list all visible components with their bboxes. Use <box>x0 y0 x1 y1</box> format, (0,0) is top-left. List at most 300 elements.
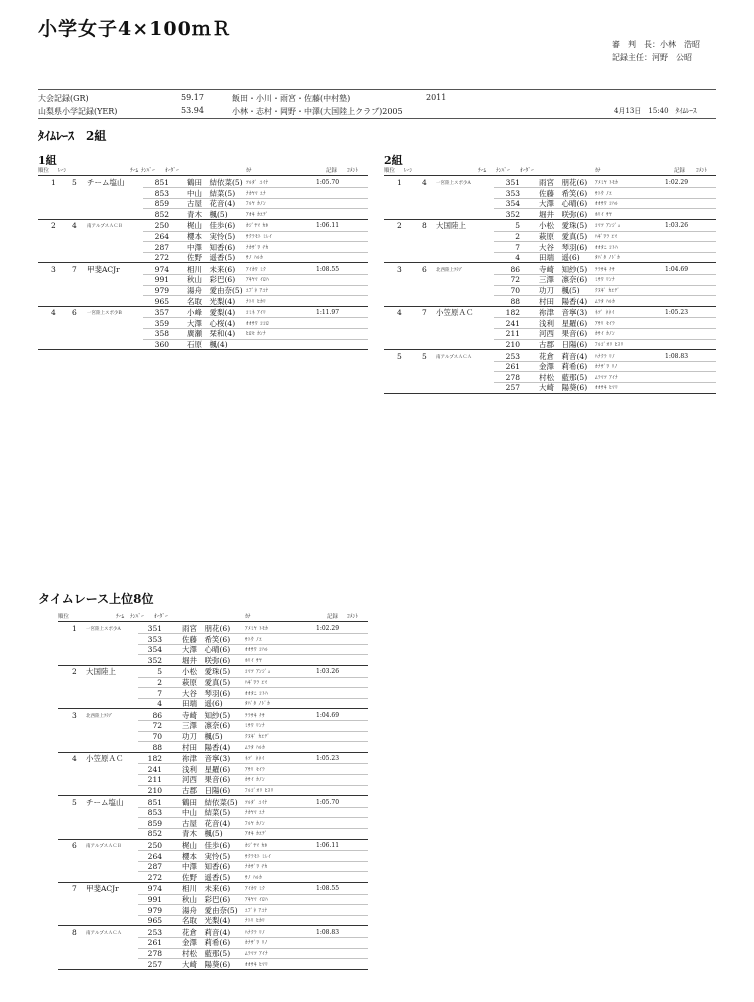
team-rule <box>58 969 368 970</box>
athlete-name: 小松 愛珠(5) <box>182 667 231 677</box>
number-cell: 72 <box>510 275 520 285</box>
record-cell: 1:05.23 <box>316 755 340 763</box>
number-cell: 264 <box>147 851 162 861</box>
rank-header: 順位 <box>384 168 396 174</box>
number-cell: 974 <box>147 884 162 894</box>
athlete-name: 三澤 凛奈(6) <box>182 721 231 731</box>
gr-label: 大会記録(GR) <box>38 94 89 103</box>
athlete-kana: ｵｵﾀﾆ ｺﾄﾊ <box>245 690 269 697</box>
athlete-kana: ﾂﾙﾀﾞ ﾕｲﾅ <box>246 180 269 186</box>
team-cell: 北西陸上ｸﾗﾌﾞ <box>436 267 463 273</box>
athlete-name: 中山 結菜(5) <box>182 808 231 818</box>
athlete-kana: ｵｵｻﾜ ｺﾊﾙ <box>245 647 269 654</box>
number-cell: 991 <box>147 895 162 904</box>
rank-cell: 4 <box>72 754 77 764</box>
athlete-kana: ﾊｷﾞﾜﾗ ｴﾏ <box>595 234 618 240</box>
lane-cell: 6 <box>422 264 427 274</box>
athlete-name: 相川 未来(6) <box>187 264 236 274</box>
athlete-name: 萩原 愛真(5) <box>539 232 588 241</box>
group-title: 1組 <box>38 154 57 167</box>
athlete-kana: ｱｻﾘ ｾｲﾗ <box>595 320 616 327</box>
number-header: ﾅﾝﾊﾞｰ <box>496 168 510 174</box>
athlete-kana: ﾅｶｻﾞﾜ ﾁｶ <box>246 244 269 251</box>
athlete-kana: ﾈﾂﾞ ﾈﾈｲ <box>595 310 615 317</box>
number-cell: 851 <box>154 178 169 187</box>
number-cell: 88 <box>510 296 520 306</box>
number-cell: 241 <box>147 764 162 774</box>
number-cell: 2 <box>157 678 162 687</box>
record-cell: 1:08.55 <box>316 885 340 893</box>
athlete-kana: ﾈﾂﾞ ﾈﾈｲ <box>245 756 265 763</box>
athlete-kana: ｱｷﾔﾏ ｲﾛﾊ <box>246 277 270 284</box>
athlete-kana: ｱﾒﾐﾔ ﾄﾓｶ <box>245 626 269 632</box>
number-cell: 211 <box>147 775 162 785</box>
team-cell: 北西陸上ｸﾗﾌﾞ <box>86 713 113 719</box>
number-cell: 853 <box>147 808 162 818</box>
number-cell: 979 <box>154 286 169 295</box>
number-cell: 358 <box>154 329 169 339</box>
athlete-kana: ｶｼﾞﾔﾏ ｶﾎ <box>245 843 268 849</box>
athlete-kana: ｱｵｷ ｶｴﾃﾞ <box>246 211 269 218</box>
number-cell: 278 <box>505 372 520 382</box>
referee-name: 審 判 長：小林 浩昭 <box>612 40 700 49</box>
rank-header: 順位 <box>38 168 50 174</box>
number-header: ﾅﾝﾊﾞｰ <box>130 614 144 620</box>
team-cell: 南アルプスＡＣＡ <box>86 930 122 936</box>
athlete-kana: ｻｸﾗﾓﾄ ﾐﾚｲ <box>246 234 273 240</box>
section-title: ﾀｲﾑﾚｰｽ 2組 <box>38 129 107 143</box>
top8-table <box>58 612 368 982</box>
athlete-kana: ﾅｶｻﾞﾜ ﾁｶ <box>245 864 268 871</box>
number-cell: 253 <box>147 927 162 937</box>
number-cell: 211 <box>505 329 520 339</box>
rank-cell: 2 <box>72 667 77 677</box>
athlete-kana: ﾊﾅｸﾗ ﾘﾉ <box>595 353 616 360</box>
record-cell: 1:06.11 <box>316 842 340 849</box>
athlete-kana: ﾀﾊﾞﾀ ﾉﾄﾞｶ <box>595 255 621 262</box>
athlete-kana: ｶｻｲ ｶﾉﾝ <box>245 777 266 784</box>
record-cell: 1:08.55 <box>316 265 340 273</box>
athlete-name: 村松 藍那(5) <box>539 372 588 382</box>
team-cell: 大国陸上 <box>86 667 116 677</box>
athlete-kana: ﾅﾄﾘ ﾋｶﾘ <box>246 298 267 305</box>
number-cell: 979 <box>147 905 162 915</box>
athlete-name: 櫻本 実怜(5) <box>182 851 231 861</box>
number-cell: 353 <box>505 188 520 198</box>
athlete-kana: ｵｵｻﾜ ｺﾊﾙ <box>595 201 619 208</box>
record-cell: 1:05.70 <box>316 798 340 806</box>
number-cell: 182 <box>147 754 162 764</box>
lane-cell: 4 <box>72 221 77 231</box>
athlete-name: 鶴田 結依菜(5) <box>187 178 243 187</box>
athlete-kana: ｱﾒﾐﾔ ﾄﾓｶ <box>595 180 619 186</box>
number-cell: 5 <box>515 221 520 231</box>
athlete-kana: ｵｵｻｷ ﾋﾏﾘ <box>245 961 269 968</box>
lane-cell: 6 <box>72 308 77 318</box>
athlete-name: 中澤 知香(6) <box>182 862 231 872</box>
number-cell: 354 <box>147 645 162 655</box>
athlete-kana: ｺﾐﾈ ｱｲﾘ <box>246 310 267 317</box>
lane-header: ﾚｰﾝ <box>58 168 67 174</box>
athlete-name: 浅利 星羅(6) <box>539 318 588 328</box>
athlete-kana: ｻｸﾗﾓﾄ ﾐﾚｲ <box>245 853 272 860</box>
athlete-name: 梶山 佳歩(6) <box>187 221 236 231</box>
athlete-name: 古郡 日陽(6) <box>182 786 231 795</box>
lane-cell: 7 <box>72 264 77 274</box>
number-cell: 88 <box>152 742 162 752</box>
team-cell: 甲斐ACJr <box>86 884 119 894</box>
team-cell: 小笠原ＡＣ <box>86 754 124 764</box>
athlete-name: 村田 陽香(4) <box>539 296 588 306</box>
athlete-name: 田端 遥(6) <box>539 253 580 263</box>
athlete-name: 金澤 莉希(6) <box>539 362 588 372</box>
order-header: ｵｰﾀﾞｰ <box>154 614 168 620</box>
athlete-name: 秋山 彩巴(6) <box>187 275 236 285</box>
rank-cell: 3 <box>72 710 77 720</box>
comment-header: ｺﾒﾝﾄ <box>347 168 359 174</box>
number-cell: 261 <box>505 362 520 372</box>
athlete-kana: ﾐｻﾜ ﾘﾝﾅ <box>245 723 266 730</box>
athlete-name: 名取 光梨(4) <box>187 296 236 306</box>
number-cell: 7 <box>515 242 520 252</box>
athlete-kana: ｸﾇｷﾞ ｶｴﾃﾞ <box>595 288 621 294</box>
athlete-name: 青木 楓(5) <box>187 209 228 219</box>
athlete-kana: ﾎﾘｲ ｻﾔ <box>595 211 613 218</box>
number-cell: 86 <box>152 710 162 720</box>
comment-header: ｺﾒﾝﾄ <box>347 614 359 620</box>
athlete-kana: ｱｷﾔﾏ ｲﾛﾊ <box>245 897 269 903</box>
athlete-name: 大崎 陽葵(6) <box>539 383 588 393</box>
team-header: ﾁｰﾑ <box>116 614 125 620</box>
number-cell: 253 <box>505 351 520 361</box>
record-cell: 1:08.83 <box>316 928 340 936</box>
team-cell: 南アルプスＡＣＢ <box>87 224 123 230</box>
number-cell: 852 <box>147 829 162 839</box>
athlete-kana: ﾕﾌﾞﾈ ｱﾕﾅ <box>246 288 269 294</box>
group-title: 2組 <box>384 154 403 167</box>
athlete-name: 村松 藍那(5) <box>182 949 231 958</box>
athlete-kana: ﾀﾊﾞﾀ ﾉﾄﾞｶ <box>245 701 271 708</box>
athlete-kana: ｶｼﾞﾔﾏ ｶﾎ <box>246 223 269 230</box>
athlete-name: 佐野 遥香(5) <box>182 872 231 882</box>
number-cell: 7 <box>157 688 162 698</box>
gr-year: 2011 <box>426 93 447 102</box>
athlete-kana: ｺﾏﾂ ｱﾝｼﾞｭ <box>245 669 271 676</box>
athlete-name: 堀井 咲弥(6) <box>539 209 588 219</box>
records-bottom-rule <box>38 118 716 119</box>
number-cell: 261 <box>147 938 162 948</box>
athlete-name: 佐野 遥香(5) <box>187 253 236 263</box>
rank-cell: 7 <box>72 884 77 894</box>
athlete-kana: ｵｵｻﾜ ｺｺﾛ <box>246 320 270 327</box>
number-cell: 241 <box>505 318 520 328</box>
athlete-kana: ﾑﾗﾀ ﾊﾙｶ <box>245 744 266 751</box>
athlete-name: 功刀 楓(5) <box>539 286 580 295</box>
number-cell: 278 <box>147 949 162 958</box>
number-cell: 359 <box>154 318 169 328</box>
athlete-kana: ﾎﾘｲ ｻﾔ <box>245 657 263 664</box>
number-cell: 182 <box>505 308 520 318</box>
record-cell: 1:11.97 <box>316 309 340 317</box>
team-cell: 一宮陸上スポ少A <box>86 627 121 632</box>
athlete-name: 中澤 知香(6) <box>187 242 236 252</box>
athlete-name: 石原 楓(4) <box>187 340 228 349</box>
athlete-name: 大澤 心桜(4) <box>187 318 236 328</box>
athlete-kana: ﾋﾛｾ ｶﾝﾅ <box>246 331 267 338</box>
record-cell: 1:05.23 <box>665 309 689 317</box>
yer-holders: 小林・志村・岡野・中澤(大国陸上クラブ)2005 <box>232 107 403 116</box>
record-cell: 1:04.69 <box>665 265 689 273</box>
number-cell: 264 <box>154 232 169 241</box>
athlete-name: 大澤 心晴(6) <box>539 199 588 209</box>
athlete-kana: ﾕﾌﾞﾈ ｱﾕﾅ <box>245 907 268 914</box>
team-cell: 南アルプスＡＣＢ <box>86 844 122 849</box>
rank-cell: 5 <box>72 797 77 807</box>
athlete-kana: ｵｵｻｷ ﾋﾏﾘ <box>595 385 619 392</box>
record-cell: 1:04.69 <box>316 711 340 719</box>
number-cell: 4 <box>157 699 162 709</box>
team-cell: 南アルプスＡＣＡ <box>436 354 472 360</box>
number-cell: 5 <box>157 667 162 677</box>
athlete-kana: ｱｻﾘ ｾｲﾗ <box>245 766 266 773</box>
athlete-name: 堀井 咲弥(6) <box>182 655 231 665</box>
athlete-name: 秋山 彩巴(6) <box>182 895 231 904</box>
yer-time: 53.94 <box>181 106 204 115</box>
team-cell: 甲斐ACJr <box>87 264 120 274</box>
athlete-kana: ﾐｻﾜ ﾘﾝﾅ <box>595 277 616 284</box>
athlete-name: 廣瀬 栞和(4) <box>187 329 236 339</box>
athlete-kana: ﾑﾗﾏﾂ ｱｲﾅ <box>245 951 269 957</box>
rank-cell: 4 <box>51 308 56 318</box>
athlete-name: 寺崎 知紗(5) <box>539 264 588 274</box>
number-cell: 991 <box>154 275 169 285</box>
athlete-name: 古郡 日陽(6) <box>539 340 588 349</box>
number-cell: 853 <box>154 188 169 198</box>
athlete-name: 金澤 莉希(6) <box>182 938 231 948</box>
team-cell: 大国陸上 <box>436 221 466 231</box>
number-cell: 360 <box>154 340 169 349</box>
record-cell: 1:08.83 <box>665 352 689 360</box>
lane-header: ﾚｰﾝ <box>404 168 413 174</box>
yer-label: 山梨県小学記録(YER) <box>38 107 118 116</box>
number-cell: 210 <box>505 340 520 349</box>
number-cell: 287 <box>147 862 162 872</box>
number-cell: 70 <box>152 732 162 741</box>
athlete-kana: ﾊﾅｸﾗ ﾘﾉ <box>245 929 266 936</box>
athlete-name: 梶山 佳歩(6) <box>182 841 231 850</box>
athlete-name: 湯舟 愛由奈(5) <box>187 286 243 295</box>
rank-cell: 3 <box>51 264 56 274</box>
race-datetime: 4月13日 15:40 ﾀｲﾑﾚｰｽ <box>614 107 697 115</box>
athlete-name: 功刀 楓(5) <box>182 732 223 741</box>
athlete-name: 田端 遥(6) <box>182 699 223 709</box>
athlete-kana: ｱｲｶﾜ ﾐｸ <box>245 886 266 893</box>
lane-cell: 5 <box>72 178 77 187</box>
recorder-name: 記録主任：河野 公昭 <box>612 53 692 62</box>
rank-cell: 1 <box>51 178 56 187</box>
athlete-name: 鶴田 結依菜(5) <box>182 797 238 807</box>
kana-header: ｶﾅ <box>246 168 252 174</box>
number-cell: 353 <box>147 634 162 644</box>
top8-title: タイムレース上位8位 <box>38 592 154 606</box>
rank-cell: 5 <box>397 351 402 361</box>
team-cell: チーム塩山 <box>87 178 125 187</box>
number-cell: 210 <box>147 786 162 795</box>
record-cell: 1:06.11 <box>316 222 340 230</box>
lane-cell: 7 <box>422 308 427 318</box>
team-cell: 一宮陸上スポ少A <box>436 181 471 186</box>
team-cell: 一宮陸上スポ少B <box>87 311 122 317</box>
rank-cell: 1 <box>72 624 77 633</box>
number-cell: 859 <box>147 818 162 828</box>
athlete-kana: ﾌﾙｺﾞｵﾘ ﾋﾖﾘ <box>245 788 274 794</box>
athlete-name: 三澤 凛奈(6) <box>539 275 588 285</box>
athlete-kana: ﾂﾙﾀﾞ ﾕｲﾅ <box>245 799 268 806</box>
athlete-kana: ﾅｶﾔﾏ ﾕﾅ <box>246 190 267 197</box>
athlete-kana: ｺﾏﾂ ｱﾝｼﾞｭ <box>595 223 621 230</box>
athlete-name: 祢津 音寧(3) <box>182 754 231 764</box>
header-rule <box>38 175 368 176</box>
header-rule <box>58 621 368 622</box>
number-cell: 851 <box>147 797 162 807</box>
number-cell: 257 <box>147 959 162 969</box>
athlete-kana: ｶﾅｻﾞﾜ ﾘﾉ <box>245 940 268 947</box>
athlete-kana: ﾃﾗｻｷ ﾁｻ <box>245 712 266 719</box>
athlete-name: 大谷 琴羽(6) <box>182 688 231 698</box>
athlete-name: 佐藤 希笑(6) <box>539 188 588 198</box>
athlete-name: 祢津 音寧(3) <box>539 308 588 318</box>
group-1 <box>38 152 368 352</box>
athlete-name: 名取 光梨(4) <box>182 916 231 926</box>
record-cell: 1:05.70 <box>316 179 340 186</box>
gr-holders: 飯田・小川・雨宮・佐藤(中村塾) <box>232 94 351 103</box>
athlete-kana: ｱｲｶﾜ ﾐｸ <box>246 266 267 273</box>
athlete-kana: ﾃﾗｻｷ ﾁｻ <box>595 266 616 273</box>
athlete-name: 寺崎 知紗(5) <box>182 710 231 720</box>
athlete-name: 浅利 星羅(6) <box>182 764 231 774</box>
athlete-kana: ﾅﾄﾘ ﾋｶﾘ <box>245 918 266 925</box>
athlete-name: 古屋 花音(4) <box>187 199 236 209</box>
lane-cell: 4 <box>422 178 427 187</box>
number-cell: 70 <box>510 286 520 295</box>
record-header: 記録 <box>327 614 339 620</box>
athlete-kana: ｱｵｷ ｶｴﾃﾞ <box>245 831 268 838</box>
group-2 <box>384 152 716 402</box>
athlete-kana: ｸﾇｷﾞ ｶｴﾃﾞ <box>245 734 271 740</box>
number-cell: 352 <box>505 209 520 219</box>
athlete-name: 花倉 莉音(4) <box>182 927 231 937</box>
record-cell: 1:02.29 <box>316 625 340 632</box>
athlete-name: 雨宮 朋花(6) <box>182 624 231 633</box>
lane-cell: 5 <box>422 351 427 361</box>
athlete-kana: ｻﾄｳ ﾉｴ <box>595 190 613 197</box>
record-cell: 1:03.26 <box>665 222 689 230</box>
athlete-name: 雨宮 朋花(6) <box>539 178 588 187</box>
athlete-kana: ｻﾉ ﾊﾙｶ <box>246 255 264 262</box>
athlete-name: 古屋 花音(4) <box>182 818 231 828</box>
athlete-kana: ﾌﾙｺﾞｵﾘ ﾋﾖﾘ <box>595 342 624 348</box>
rank-cell: 1 <box>397 178 402 187</box>
rank-cell: 3 <box>397 264 402 274</box>
number-cell: 250 <box>154 221 169 231</box>
athlete-name: 佐藤 希笑(6) <box>182 634 231 644</box>
number-cell: 72 <box>152 721 162 731</box>
athlete-kana: ﾌﾙﾔ ｶﾉﾝ <box>245 820 266 827</box>
records-top-rule <box>38 89 716 90</box>
rank-header: 順位 <box>58 614 70 620</box>
header-rule <box>384 175 716 176</box>
rank-cell: 8 <box>72 927 77 937</box>
kana-header: ｶﾅ <box>245 614 251 620</box>
team-cell: 小笠原ＡＣ <box>436 308 474 318</box>
athlete-name: 櫻本 実怜(5) <box>187 232 236 241</box>
team-header: ﾁｰﾑ <box>478 168 487 174</box>
athlete-name: 相川 未来(6) <box>182 884 231 894</box>
number-cell: 272 <box>147 872 162 882</box>
athlete-kana: ﾊｷﾞﾜﾗ ｴﾏ <box>245 680 268 686</box>
athlete-kana: ﾌﾙﾔ ｶﾉﾝ <box>246 201 267 208</box>
athlete-kana: ﾑﾗﾏﾂ ｱｲﾅ <box>595 374 619 381</box>
rank-cell: 2 <box>397 221 402 231</box>
athlete-name: 萩原 愛真(5) <box>182 678 231 687</box>
order-header: ｵｰﾀﾞｰ <box>165 168 179 174</box>
gr-time: 59.17 <box>181 93 204 102</box>
team-cell: チーム塩山 <box>86 797 124 807</box>
number-cell: 287 <box>154 242 169 252</box>
lane-cell: 8 <box>422 221 427 231</box>
record-cell: 1:02.29 <box>665 179 689 186</box>
number-cell: 351 <box>147 624 162 633</box>
kana-header: ｶﾅ <box>595 168 601 174</box>
number-cell: 965 <box>154 296 169 306</box>
athlete-name: 花倉 莉音(4) <box>539 351 588 361</box>
athlete-name: 村田 陽香(4) <box>182 742 231 752</box>
record-cell: 1:03.26 <box>316 668 340 676</box>
number-cell: 357 <box>154 308 169 318</box>
team-rule <box>38 349 368 350</box>
number-cell: 2 <box>515 232 520 241</box>
rank-cell: 2 <box>51 221 56 231</box>
number-cell: 250 <box>147 841 162 850</box>
team-rule <box>384 393 716 394</box>
number-cell: 965 <box>147 916 162 926</box>
athlete-name: 大崎 陽葵(6) <box>182 959 231 969</box>
athlete-kana: ﾑﾗﾀ ﾊﾙｶ <box>595 298 616 305</box>
athlete-name: 青木 楓(5) <box>182 829 223 839</box>
athlete-kana: ｻﾉ ﾊﾙｶ <box>245 874 263 881</box>
athlete-name: 河西 果音(6) <box>182 775 231 785</box>
number-cell: 4 <box>515 253 520 263</box>
number-header: ﾅﾝﾊﾞｰ <box>141 168 155 174</box>
team-header: ﾁｰﾑ <box>130 168 139 174</box>
athlete-name: 大澤 心晴(6) <box>182 645 231 655</box>
athlete-name: 大谷 琴羽(6) <box>539 242 588 252</box>
athlete-kana: ｶﾅｻﾞﾜ ﾘﾉ <box>595 364 618 371</box>
record-header: 記録 <box>326 168 338 174</box>
number-cell: 354 <box>505 199 520 209</box>
number-cell: 352 <box>147 655 162 665</box>
rank-cell: 4 <box>397 308 402 318</box>
number-cell: 86 <box>510 264 520 274</box>
athlete-name: 小松 愛珠(5) <box>539 221 588 231</box>
number-cell: 974 <box>154 264 169 274</box>
number-cell: 257 <box>505 383 520 393</box>
athlete-name: 湯舟 愛由奈(5) <box>182 905 238 915</box>
comment-header: ｺﾒﾝﾄ <box>696 168 708 174</box>
athlete-name: 中山 結菜(5) <box>187 188 236 198</box>
athlete-kana: ﾅｶﾔﾏ ﾕﾅ <box>245 810 266 817</box>
record-header: 記録 <box>674 168 686 174</box>
